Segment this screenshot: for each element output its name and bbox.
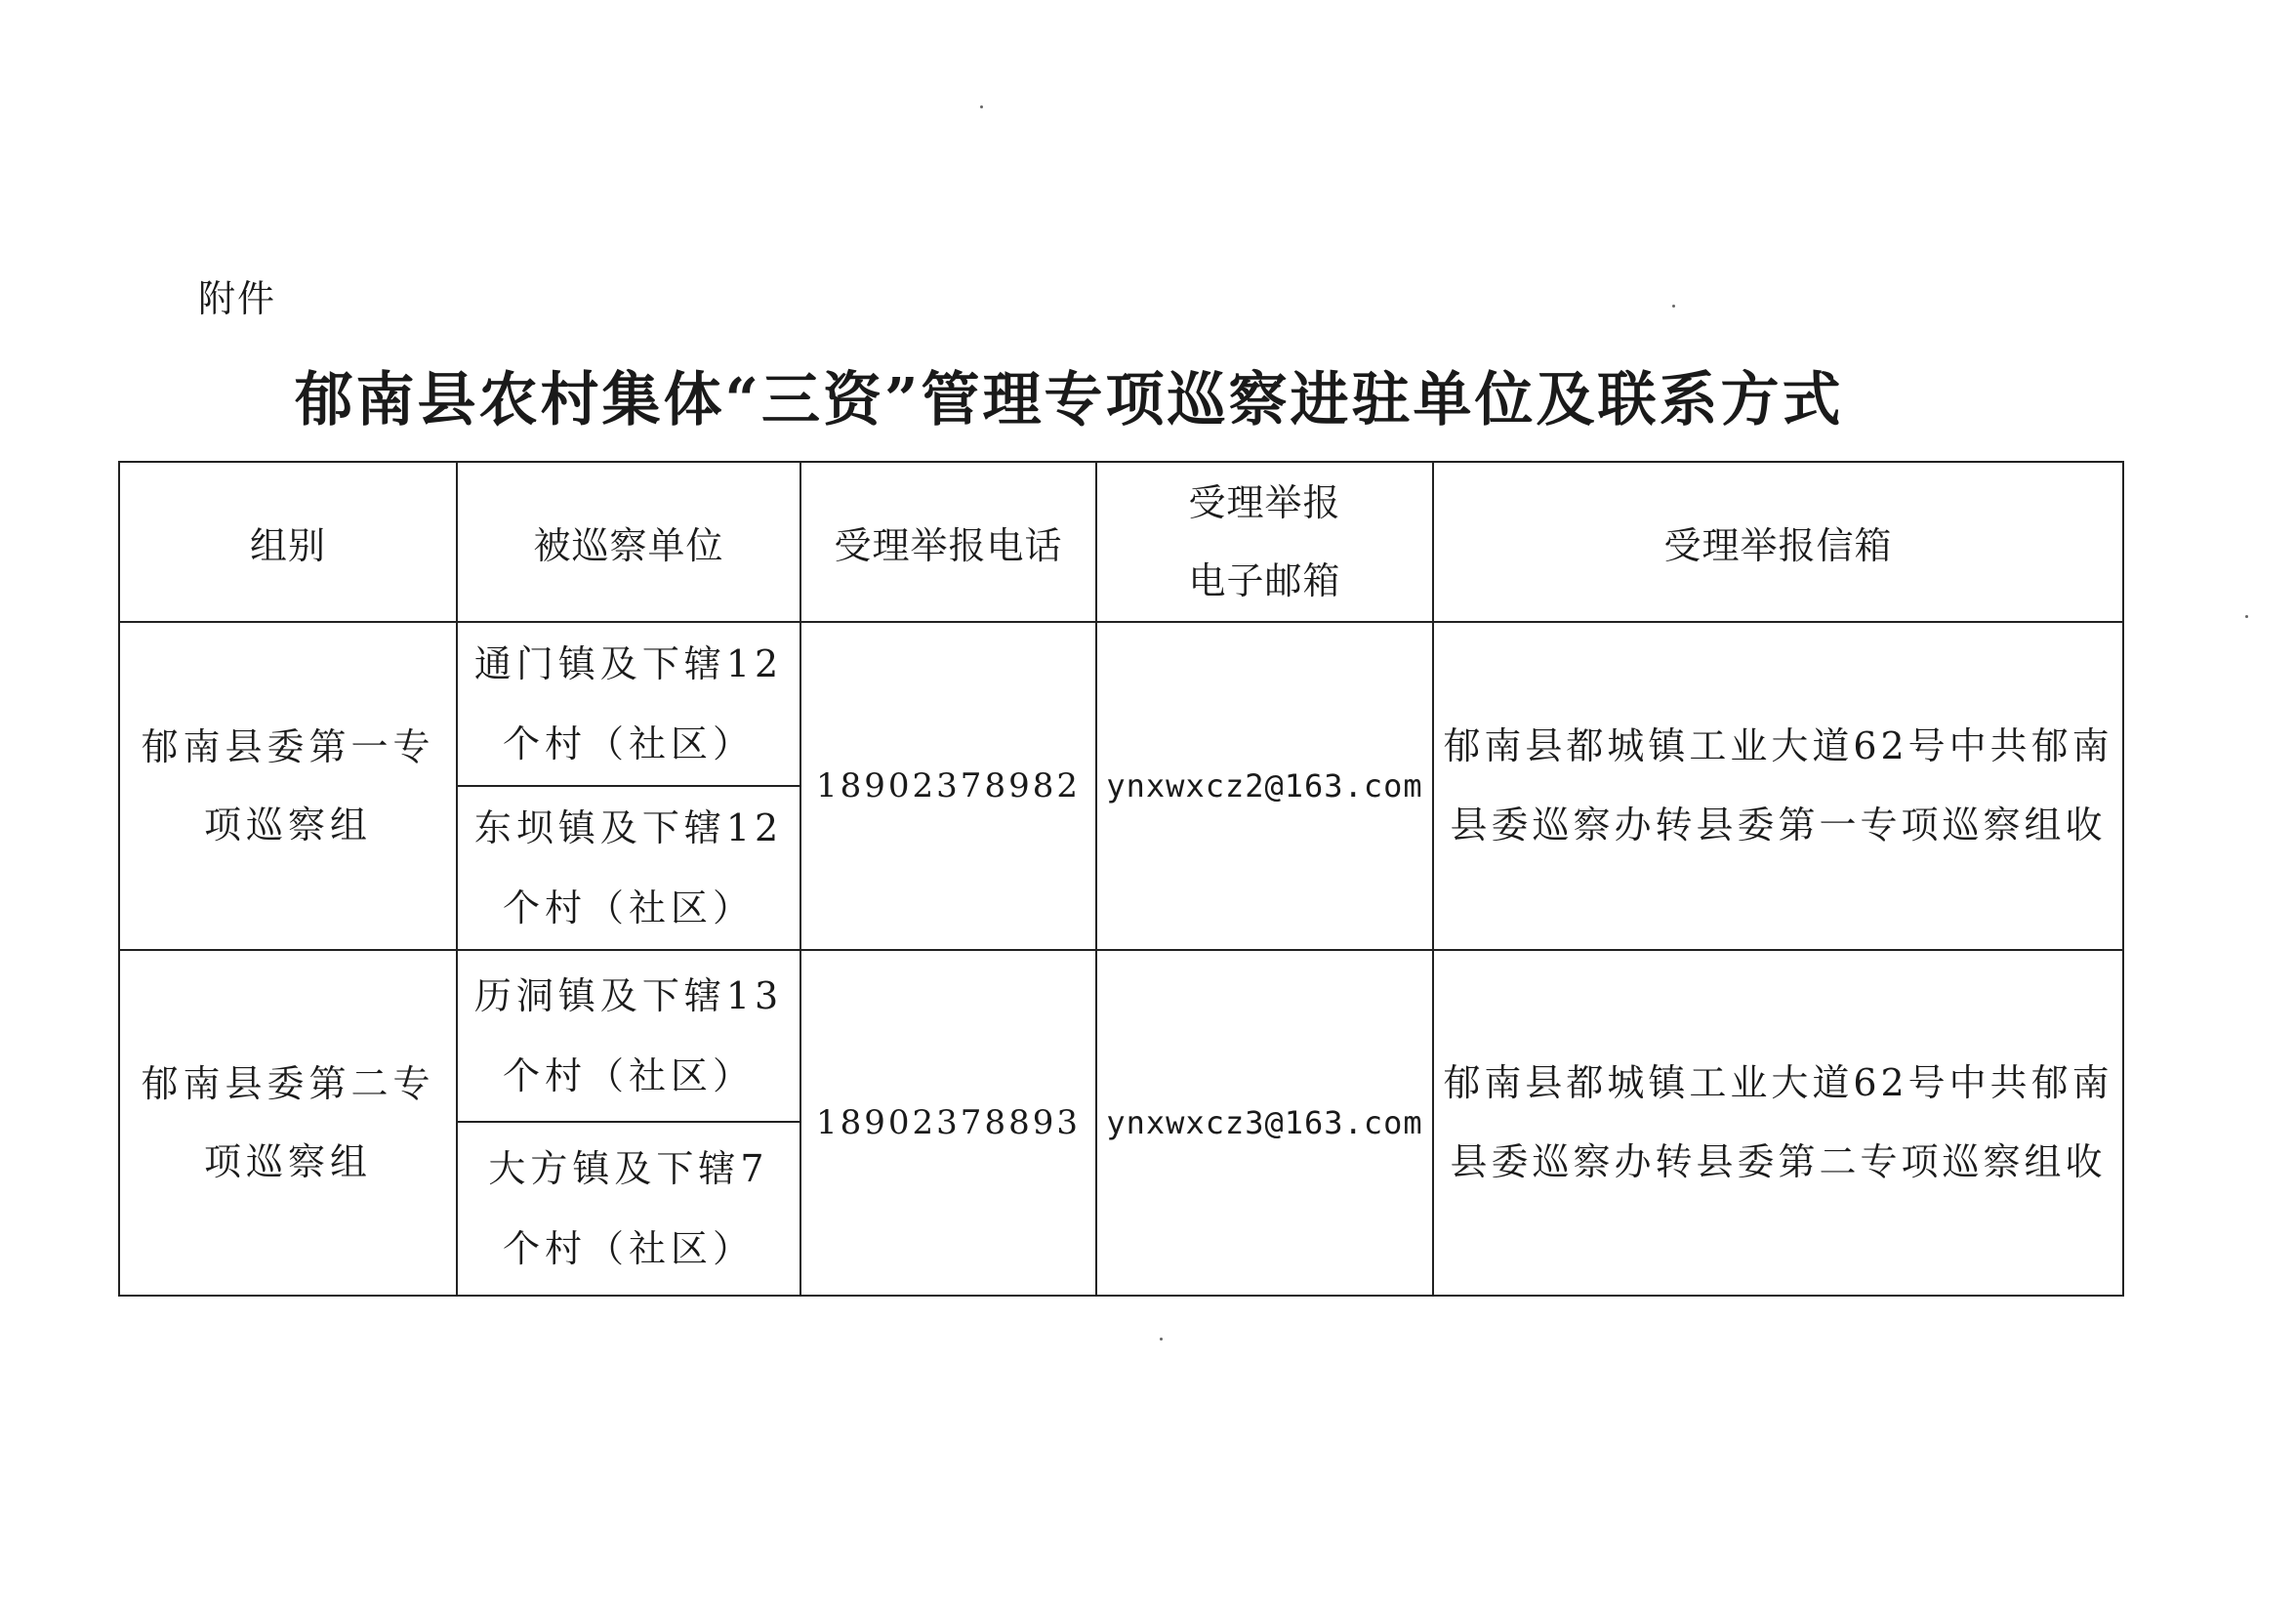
scan-speck <box>980 105 983 108</box>
email-cell: ynxwxcz3@163.com <box>1096 950 1433 1296</box>
phone-cell: 18902378893 <box>800 950 1096 1296</box>
unit-cell: 通门镇及下辖12个村（社区） <box>457 622 800 786</box>
address-cell: 郁南县都城镇工业大道62号中共郁南县委巡察办转县委第二专项巡察组收 <box>1433 950 2123 1296</box>
scan-speck <box>2245 615 2248 618</box>
header-email-line2: 电子邮箱 <box>1188 559 1341 602</box>
email-cell: ynxwxcz2@163.com <box>1096 622 1433 950</box>
unit-cell: 历洞镇及下辖13个村（社区） <box>457 950 800 1122</box>
address-cell: 郁南县都城镇工业大道62号中共郁南县委巡察办转县委第一专项巡察组收 <box>1433 622 2123 950</box>
header-group: 组别 <box>119 462 457 622</box>
header-unit: 被巡察单位 <box>457 462 800 622</box>
phone-cell: 18902378982 <box>800 622 1096 950</box>
unit-cell: 大方镇及下辖7个村（社区） <box>457 1122 800 1296</box>
header-email <box>1096 462 1433 622</box>
group-cell: 郁南县委第二专项巡察组 <box>119 950 457 1296</box>
header-email-line1: 受理举报 <box>1188 481 1341 524</box>
table-row <box>119 950 2123 1122</box>
attachment-label: 附件 <box>198 277 277 320</box>
scan-speck <box>1672 305 1675 308</box>
unit-cell: 东坝镇及下辖12个村（社区） <box>457 786 800 950</box>
document-title: 郁南县农村集体“三资”管理专项巡察进驻单位及联系方式 <box>294 366 1844 434</box>
table-row <box>119 622 2123 786</box>
header-row <box>119 462 2123 622</box>
contact-table <box>118 461 2124 1297</box>
group-cell: 郁南县委第一专项巡察组 <box>119 622 457 950</box>
scan-speck <box>1160 1338 1163 1341</box>
header-mailbox: 受理举报信箱 <box>1433 462 2123 622</box>
header-phone: 受理举报电话 <box>800 462 1096 622</box>
